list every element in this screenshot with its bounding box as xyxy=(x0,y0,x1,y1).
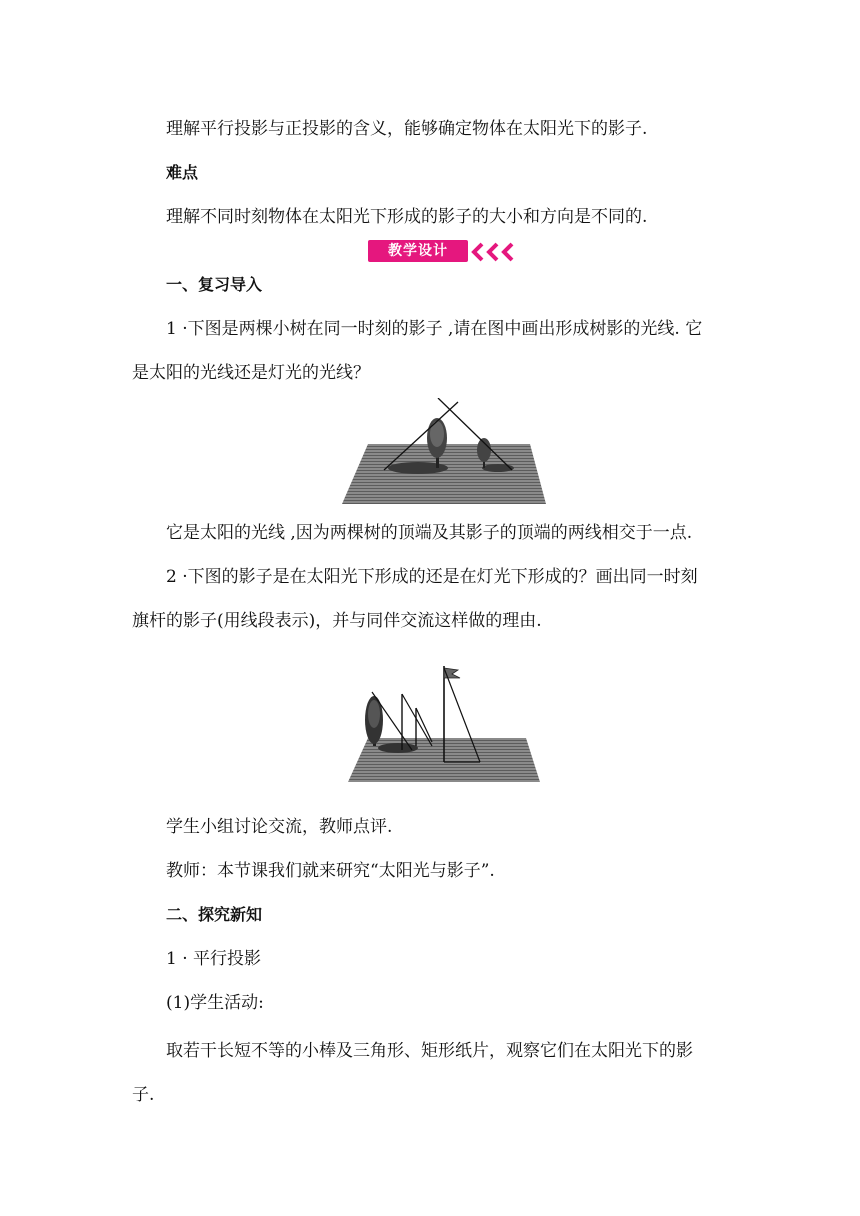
figure-flagpole xyxy=(346,662,542,786)
subheading-parallel-projection: 1 · 平行投影 xyxy=(166,949,262,969)
heading-explore: 二、探究新知 xyxy=(166,905,263,924)
chevrons-icon xyxy=(470,241,518,263)
paragraph-objective: 理解平行投影与正投影的含义，能够确定物体在太阳光下的影子. xyxy=(166,119,648,139)
section-banner xyxy=(368,240,518,264)
question1-line1: 1 ·下图是两棵小树在同一时刻的影子 ,请在图中画出形成树影的光线. 它 xyxy=(166,319,703,339)
heading-difficulty: 难点 xyxy=(166,163,199,182)
question1-line2: 是太阳的光线还是灯光的光线？ xyxy=(132,363,370,383)
paragraph-difficulty: 理解不同时刻物体在太阳光下形成的影子的大小和方向是不同的. xyxy=(166,207,648,227)
figure-two-trees xyxy=(340,398,550,506)
paragraph-activity-line1: 取若干长短不等的小棒及三角形、矩形纸片，观察它们在太阳光下的影 xyxy=(166,1041,693,1061)
heading-review: 一、复习导入 xyxy=(166,275,263,294)
paragraph-activity-line2: 子. xyxy=(132,1085,155,1105)
ground-plane xyxy=(342,444,546,504)
question2-line2: 旗杆的影子(用线段表示)，并与同伴交流这样做的理由. xyxy=(132,611,542,631)
paragraph-discussion: 学生小组讨论交流，教师点评. xyxy=(166,817,393,837)
banner-label: 教学设计 xyxy=(368,240,468,262)
answer1: 它是太阳的光线 ,因为两棵树的顶端及其影子的顶端的两线相交于一点. xyxy=(166,523,693,543)
paragraph-teacher: 教师：本节课我们就来研究“太阳光与影子”. xyxy=(166,861,495,881)
subheading-student-activity: (1)学生活动: xyxy=(166,993,264,1013)
question2-line1: 2 ·下图的影子是在太阳光下形成的还是在灯光下形成的？画出同一时刻 xyxy=(166,567,698,587)
